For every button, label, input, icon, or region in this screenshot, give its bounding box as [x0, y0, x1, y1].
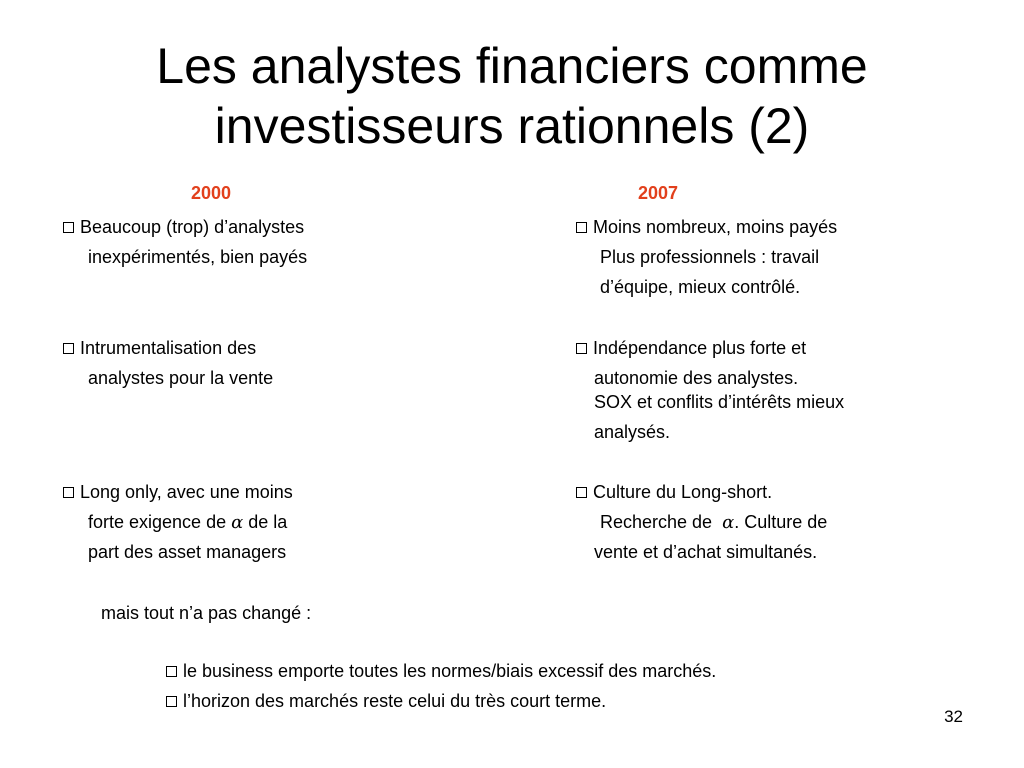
right-bullet-2-line-3: SOX et conflits d’intérêts mieux	[594, 392, 845, 412]
left-bullet-3-line-2: forte exigence de α de la	[88, 512, 288, 533]
checkbox-square-icon	[576, 222, 587, 233]
alpha-symbol: α	[722, 512, 735, 533]
right-bullet-1-line-3: d’équipe, mieux contrôlé.	[600, 277, 801, 297]
left-bullet-2-line-2: analystes pour la vente	[88, 368, 274, 388]
conclusion-bullet-2: l’horizon des marchés reste celui du très court terme.	[166, 690, 606, 712]
checkbox-square-icon	[576, 343, 587, 354]
year-heading-right: 2007	[638, 183, 679, 203]
right-bullet-2-line-2: autonomie des analystes.	[594, 368, 799, 388]
right-bullet-3-line-3: vente et d’achat simultanés.	[594, 542, 818, 562]
left-bullet-1-line-2: inexpérimentés, bien payés	[88, 247, 308, 267]
slide-title	[0, 36, 1024, 156]
slide-title-line-1: Les analystes financiers comme	[156, 38, 868, 94]
right-bullet-2-line-1: Indépendance plus forte et	[576, 337, 806, 359]
left-bullet-1-line-1: Beaucoup (trop) d’analystes	[63, 216, 304, 238]
page-number: 32	[944, 707, 963, 726]
left-bullet-2-line-1: Intrumentalisation des	[63, 337, 256, 359]
checkbox-square-icon	[166, 696, 177, 707]
left-bullet-3-line-3: part des asset managers	[88, 542, 287, 562]
right-bullet-3-line-2: Recherche de α. Culture de	[600, 512, 828, 533]
right-bullet-2-line-4: analysés.	[594, 422, 671, 442]
right-bullet-3-line-1: Culture du Long-short.	[576, 481, 772, 503]
checkbox-square-icon	[166, 666, 177, 677]
checkbox-square-icon	[63, 487, 74, 498]
left-bullet-3-line-1: Long only, avec une moins	[63, 481, 293, 503]
conclusion-bullet-1: le business emporte toutes les normes/biais excessif des marchés.	[166, 660, 716, 682]
conclusion-intro: mais tout n’a pas changé :	[101, 603, 312, 623]
slide-title-line-2: investisseurs rationnels (2)	[214, 98, 810, 154]
checkbox-square-icon	[63, 222, 74, 233]
right-bullet-1-line-1: Moins nombreux, moins payés	[576, 216, 837, 238]
year-heading-left: 2000	[191, 183, 232, 203]
checkbox-square-icon	[63, 343, 74, 354]
alpha-symbol: α	[231, 512, 244, 533]
checkbox-square-icon	[576, 487, 587, 498]
right-bullet-1-line-2: Plus professionnels : travail	[600, 247, 820, 267]
